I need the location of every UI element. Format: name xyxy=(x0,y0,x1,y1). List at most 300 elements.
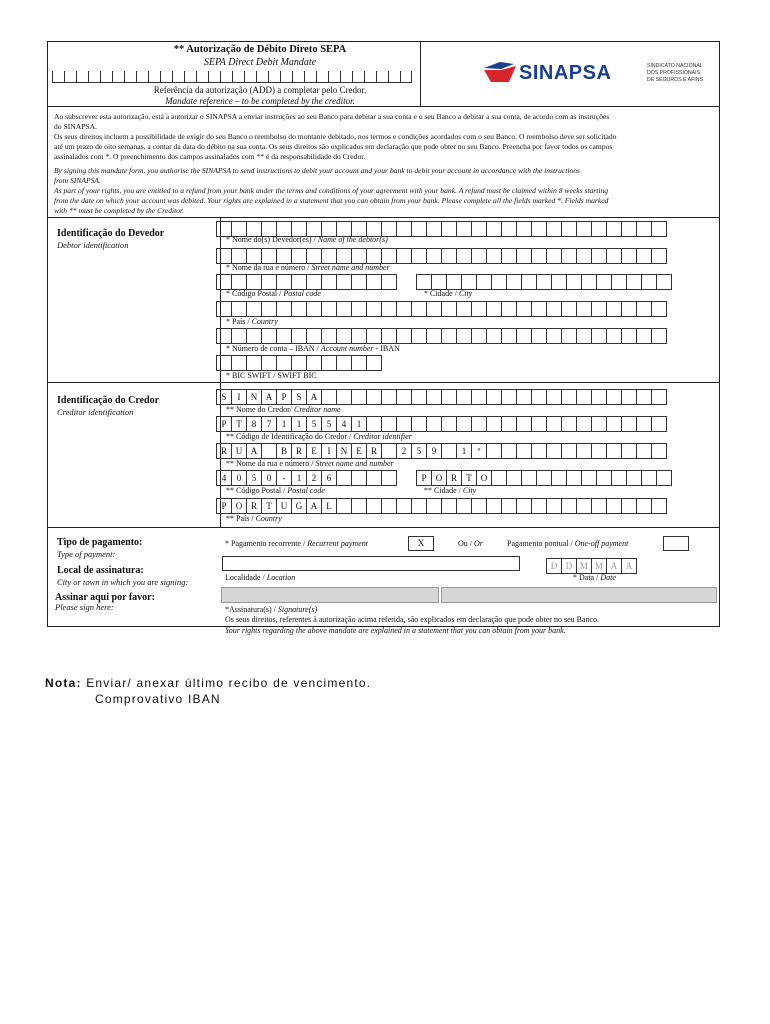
char-cell[interactable] xyxy=(426,221,442,237)
char-cell[interactable] xyxy=(366,498,382,514)
char-cell[interactable] xyxy=(471,498,487,514)
char-cell[interactable] xyxy=(381,274,397,290)
char-cell[interactable] xyxy=(651,301,667,317)
char-cell[interactable] xyxy=(456,389,472,405)
char-cell[interactable] xyxy=(531,389,547,405)
char-cell[interactable] xyxy=(381,328,397,344)
char-cell[interactable] xyxy=(246,301,262,317)
char-cell[interactable] xyxy=(486,389,502,405)
char-cell[interactable] xyxy=(551,274,567,290)
char-cell[interactable] xyxy=(276,301,292,317)
char-cell[interactable]: A xyxy=(306,389,322,405)
char-cell[interactable] xyxy=(321,355,337,371)
char-cell[interactable] xyxy=(321,389,337,405)
char-cell[interactable]: O xyxy=(431,470,447,486)
char-cell[interactable] xyxy=(641,274,657,290)
char-cell[interactable] xyxy=(456,301,472,317)
char-cell[interactable] xyxy=(441,328,457,344)
char-cell[interactable] xyxy=(621,221,637,237)
char-cell[interactable] xyxy=(651,443,667,459)
char-cell[interactable] xyxy=(291,248,307,264)
char-cell[interactable]: R xyxy=(366,443,382,459)
char-cell[interactable]: 5 xyxy=(411,443,427,459)
char-cell[interactable] xyxy=(576,248,592,264)
char-cell[interactable] xyxy=(561,498,577,514)
char-cell[interactable] xyxy=(486,248,502,264)
char-cell[interactable] xyxy=(471,416,487,432)
recurrent-payment-checkbox[interactable]: X xyxy=(408,536,434,551)
char-cell[interactable] xyxy=(591,443,607,459)
char-cell[interactable] xyxy=(591,389,607,405)
char-cell[interactable]: - xyxy=(276,470,292,486)
char-cell[interactable] xyxy=(246,355,262,371)
char-cell[interactable]: E xyxy=(351,443,367,459)
char-cell[interactable] xyxy=(261,248,277,264)
char-cell[interactable]: D xyxy=(546,558,562,574)
char-cell[interactable] xyxy=(396,416,412,432)
char-cell[interactable] xyxy=(261,328,277,344)
char-cell[interactable] xyxy=(366,248,382,264)
char-cell[interactable] xyxy=(636,443,652,459)
char-cell[interactable] xyxy=(306,355,322,371)
char-cell[interactable] xyxy=(446,274,462,290)
char-cell[interactable] xyxy=(531,443,547,459)
char-cell[interactable] xyxy=(321,248,337,264)
char-cell[interactable] xyxy=(636,221,652,237)
char-cell[interactable] xyxy=(516,443,532,459)
char-cell[interactable]: I xyxy=(321,443,337,459)
char-cell[interactable] xyxy=(471,389,487,405)
char-cell[interactable]: º xyxy=(471,443,487,459)
char-cell[interactable] xyxy=(426,389,442,405)
char-cell[interactable] xyxy=(531,328,547,344)
char-cell[interactable] xyxy=(641,470,657,486)
char-cell[interactable] xyxy=(381,470,397,486)
char-cell[interactable] xyxy=(426,498,442,514)
char-cell[interactable]: S xyxy=(291,389,307,405)
char-cell[interactable] xyxy=(516,248,532,264)
char-cell[interactable] xyxy=(366,416,382,432)
char-cell[interactable] xyxy=(651,328,667,344)
char-cell[interactable] xyxy=(411,498,427,514)
char-cell[interactable] xyxy=(336,470,352,486)
char-cell[interactable] xyxy=(351,355,367,371)
char-cell[interactable]: T xyxy=(261,498,277,514)
char-cell[interactable] xyxy=(366,470,382,486)
char-cell[interactable] xyxy=(381,416,397,432)
char-cell[interactable]: 7 xyxy=(261,416,277,432)
char-cell[interactable] xyxy=(351,248,367,264)
char-cell[interactable] xyxy=(651,416,667,432)
char-cell[interactable]: O xyxy=(476,470,492,486)
debtor-bic-field[interactable] xyxy=(216,355,382,371)
char-cell[interactable] xyxy=(576,389,592,405)
char-cell[interactable] xyxy=(291,328,307,344)
char-cell[interactable]: 1 xyxy=(351,416,367,432)
char-cell[interactable] xyxy=(546,416,562,432)
char-cell[interactable] xyxy=(621,328,637,344)
char-cell[interactable] xyxy=(621,416,637,432)
char-cell[interactable]: A xyxy=(306,498,322,514)
char-cell[interactable]: P xyxy=(216,416,232,432)
char-cell[interactable]: T xyxy=(461,470,477,486)
char-cell[interactable] xyxy=(441,389,457,405)
char-cell[interactable] xyxy=(576,498,592,514)
char-cell[interactable] xyxy=(321,274,337,290)
debtor-street-field[interactable] xyxy=(216,248,667,264)
char-cell[interactable] xyxy=(636,328,652,344)
char-cell[interactable]: R xyxy=(246,498,262,514)
char-cell[interactable] xyxy=(231,328,247,344)
char-cell[interactable] xyxy=(336,355,352,371)
char-cell[interactable] xyxy=(516,301,532,317)
char-cell[interactable] xyxy=(636,416,652,432)
signature-box-1[interactable] xyxy=(221,587,439,603)
char-cell[interactable]: N xyxy=(246,389,262,405)
char-cell[interactable] xyxy=(596,470,612,486)
char-cell[interactable] xyxy=(216,355,232,371)
char-cell[interactable] xyxy=(576,221,592,237)
char-cell[interactable] xyxy=(396,328,412,344)
char-cell[interactable] xyxy=(441,443,457,459)
char-cell[interactable]: T xyxy=(231,416,247,432)
char-cell[interactable] xyxy=(431,274,447,290)
char-cell[interactable] xyxy=(396,389,412,405)
char-cell[interactable] xyxy=(416,274,432,290)
char-cell[interactable] xyxy=(306,301,322,317)
char-cell[interactable] xyxy=(621,498,637,514)
char-cell[interactable]: M xyxy=(591,558,607,574)
char-cell[interactable] xyxy=(321,328,337,344)
char-cell[interactable]: 9 xyxy=(426,443,442,459)
char-cell[interactable] xyxy=(456,248,472,264)
char-cell[interactable] xyxy=(366,274,382,290)
char-cell[interactable] xyxy=(351,328,367,344)
char-cell[interactable] xyxy=(381,248,397,264)
char-cell[interactable]: O xyxy=(231,498,247,514)
char-cell[interactable] xyxy=(381,389,397,405)
char-cell[interactable]: 8 xyxy=(246,416,262,432)
char-cell[interactable] xyxy=(516,498,532,514)
char-cell[interactable] xyxy=(566,470,582,486)
char-cell[interactable] xyxy=(231,248,247,264)
char-cell[interactable]: 6 xyxy=(321,470,337,486)
char-cell[interactable]: E xyxy=(306,443,322,459)
char-cell[interactable] xyxy=(396,248,412,264)
debtor-postal-field[interactable] xyxy=(216,274,397,290)
char-cell[interactable] xyxy=(561,443,577,459)
char-cell[interactable] xyxy=(591,328,607,344)
char-cell[interactable]: P xyxy=(216,498,232,514)
char-cell[interactable]: 1 xyxy=(456,443,472,459)
char-cell[interactable] xyxy=(336,248,352,264)
char-cell[interactable] xyxy=(536,470,552,486)
char-cell[interactable] xyxy=(521,274,537,290)
char-cell[interactable] xyxy=(336,389,352,405)
char-cell[interactable] xyxy=(426,301,442,317)
char-cell[interactable] xyxy=(636,389,652,405)
char-cell[interactable] xyxy=(546,498,562,514)
char-cell[interactable] xyxy=(516,416,532,432)
debtor-city-field[interactable] xyxy=(416,274,672,290)
char-cell[interactable] xyxy=(531,248,547,264)
char-cell[interactable] xyxy=(216,274,232,290)
char-cell[interactable] xyxy=(441,416,457,432)
char-cell[interactable] xyxy=(561,248,577,264)
char-cell[interactable] xyxy=(516,221,532,237)
char-cell[interactable]: 2 xyxy=(306,470,322,486)
char-cell[interactable] xyxy=(596,274,612,290)
char-cell[interactable] xyxy=(501,443,517,459)
char-cell[interactable] xyxy=(441,248,457,264)
char-cell[interactable] xyxy=(561,389,577,405)
char-cell[interactable]: R xyxy=(446,470,462,486)
char-cell[interactable] xyxy=(246,328,262,344)
signing-date-field[interactable] xyxy=(546,558,637,574)
char-cell[interactable] xyxy=(651,498,667,514)
char-cell[interactable] xyxy=(276,328,292,344)
char-cell[interactable]: U xyxy=(231,443,247,459)
char-cell[interactable] xyxy=(621,389,637,405)
char-cell[interactable] xyxy=(246,248,262,264)
char-cell[interactable] xyxy=(576,443,592,459)
char-cell[interactable] xyxy=(476,274,492,290)
char-cell[interactable] xyxy=(656,274,672,290)
char-cell[interactable] xyxy=(261,301,277,317)
char-cell[interactable] xyxy=(276,248,292,264)
char-cell[interactable] xyxy=(591,221,607,237)
char-cell[interactable] xyxy=(626,274,642,290)
char-cell[interactable] xyxy=(351,470,367,486)
char-cell[interactable]: 4 xyxy=(336,416,352,432)
char-cell[interactable] xyxy=(531,301,547,317)
char-cell[interactable]: M xyxy=(576,558,592,574)
char-cell[interactable] xyxy=(606,248,622,264)
char-cell[interactable] xyxy=(396,221,412,237)
char-cell[interactable] xyxy=(216,248,232,264)
char-cell[interactable] xyxy=(366,355,382,371)
char-cell[interactable] xyxy=(636,248,652,264)
char-cell[interactable] xyxy=(591,248,607,264)
char-cell[interactable] xyxy=(626,470,642,486)
char-cell[interactable] xyxy=(231,301,247,317)
char-cell[interactable] xyxy=(366,328,382,344)
char-cell[interactable] xyxy=(501,301,517,317)
char-cell[interactable] xyxy=(276,355,292,371)
char-cell[interactable] xyxy=(336,301,352,317)
char-cell[interactable] xyxy=(351,274,367,290)
char-cell[interactable] xyxy=(441,498,457,514)
char-cell[interactable]: A xyxy=(261,389,277,405)
char-cell[interactable] xyxy=(351,389,367,405)
char-cell[interactable] xyxy=(321,301,337,317)
char-cell[interactable]: G xyxy=(291,498,307,514)
char-cell[interactable] xyxy=(441,301,457,317)
char-cell[interactable] xyxy=(606,328,622,344)
char-cell[interactable]: 0 xyxy=(261,470,277,486)
char-cell[interactable] xyxy=(591,301,607,317)
char-cell[interactable] xyxy=(491,274,507,290)
char-cell[interactable] xyxy=(531,416,547,432)
char-cell[interactable] xyxy=(216,328,232,344)
char-cell[interactable] xyxy=(471,328,487,344)
char-cell[interactable] xyxy=(461,274,477,290)
char-cell[interactable] xyxy=(261,443,277,459)
char-cell[interactable] xyxy=(501,248,517,264)
char-cell[interactable] xyxy=(486,416,502,432)
char-cell[interactable]: A xyxy=(621,558,637,574)
char-cell[interactable] xyxy=(426,328,442,344)
char-cell[interactable] xyxy=(261,274,277,290)
char-cell[interactable] xyxy=(231,274,247,290)
char-cell[interactable] xyxy=(651,221,667,237)
char-cell[interactable] xyxy=(291,274,307,290)
char-cell[interactable] xyxy=(381,498,397,514)
char-cell[interactable] xyxy=(621,301,637,317)
char-cell[interactable]: 1 xyxy=(276,416,292,432)
char-cell[interactable] xyxy=(381,443,397,459)
char-cell[interactable] xyxy=(471,221,487,237)
char-cell[interactable] xyxy=(381,301,397,317)
char-cell[interactable] xyxy=(606,498,622,514)
char-cell[interactable]: 2 xyxy=(396,443,412,459)
char-cell[interactable] xyxy=(606,416,622,432)
char-cell[interactable]: P xyxy=(416,470,432,486)
char-cell[interactable] xyxy=(396,498,412,514)
char-cell[interactable] xyxy=(456,416,472,432)
char-cell[interactable] xyxy=(546,221,562,237)
char-cell[interactable] xyxy=(351,498,367,514)
char-cell[interactable] xyxy=(611,274,627,290)
char-cell[interactable] xyxy=(501,389,517,405)
char-cell[interactable] xyxy=(411,248,427,264)
char-cell[interactable]: A xyxy=(606,558,622,574)
char-cell[interactable] xyxy=(456,498,472,514)
char-cell[interactable] xyxy=(521,470,537,486)
debtor-country-field[interactable] xyxy=(216,301,667,317)
char-cell[interactable] xyxy=(531,221,547,237)
char-cell[interactable] xyxy=(351,301,367,317)
char-cell[interactable] xyxy=(536,274,552,290)
char-cell[interactable]: D xyxy=(561,558,577,574)
char-cell[interactable] xyxy=(486,443,502,459)
char-cell[interactable] xyxy=(216,301,232,317)
char-cell[interactable] xyxy=(441,221,457,237)
char-cell[interactable]: L xyxy=(321,498,337,514)
char-cell[interactable] xyxy=(551,470,567,486)
char-cell[interactable] xyxy=(546,248,562,264)
char-cell[interactable] xyxy=(546,301,562,317)
char-cell[interactable] xyxy=(516,389,532,405)
char-cell[interactable] xyxy=(546,443,562,459)
char-cell[interactable] xyxy=(606,443,622,459)
char-cell[interactable] xyxy=(576,328,592,344)
char-cell[interactable] xyxy=(336,274,352,290)
char-cell[interactable] xyxy=(366,301,382,317)
char-cell[interactable] xyxy=(336,498,352,514)
char-cell[interactable] xyxy=(411,389,427,405)
debtor-iban-field[interactable] xyxy=(216,328,667,344)
char-cell[interactable] xyxy=(486,301,502,317)
char-cell[interactable]: 1 xyxy=(291,470,307,486)
char-cell[interactable]: 0 xyxy=(231,470,247,486)
char-cell[interactable]: 4 xyxy=(216,470,232,486)
char-cell[interactable]: R xyxy=(216,443,232,459)
char-cell[interactable] xyxy=(531,498,547,514)
char-cell[interactable] xyxy=(246,274,262,290)
char-cell[interactable] xyxy=(291,301,307,317)
char-cell[interactable] xyxy=(561,301,577,317)
char-cell[interactable] xyxy=(561,416,577,432)
char-cell[interactable] xyxy=(566,274,582,290)
char-cell[interactable] xyxy=(591,416,607,432)
char-cell[interactable] xyxy=(581,274,597,290)
char-cell[interactable] xyxy=(456,221,472,237)
char-cell[interactable]: B xyxy=(276,443,292,459)
char-cell[interactable] xyxy=(306,248,322,264)
char-cell[interactable]: S xyxy=(216,389,232,405)
char-cell[interactable] xyxy=(561,328,577,344)
char-cell[interactable] xyxy=(396,301,412,317)
char-cell[interactable] xyxy=(656,470,672,486)
char-cell[interactable] xyxy=(276,274,292,290)
char-cell[interactable] xyxy=(486,498,502,514)
char-cell[interactable] xyxy=(576,301,592,317)
char-cell[interactable] xyxy=(491,470,507,486)
char-cell[interactable] xyxy=(636,301,652,317)
char-cell[interactable] xyxy=(426,248,442,264)
char-cell[interactable] xyxy=(506,470,522,486)
char-cell[interactable] xyxy=(636,498,652,514)
char-cell[interactable] xyxy=(606,389,622,405)
oneoff-payment-checkbox[interactable] xyxy=(663,536,689,551)
char-cell[interactable] xyxy=(606,221,622,237)
char-cell[interactable] xyxy=(651,389,667,405)
char-cell[interactable]: 5 xyxy=(321,416,337,432)
mandate-reference-field[interactable] xyxy=(52,71,412,83)
char-cell[interactable] xyxy=(591,498,607,514)
char-cell[interactable] xyxy=(516,328,532,344)
char-cell[interactable]: I xyxy=(231,389,247,405)
char-cell[interactable] xyxy=(501,328,517,344)
char-cell[interactable] xyxy=(576,416,592,432)
char-cell[interactable] xyxy=(471,301,487,317)
char-cell[interactable] xyxy=(621,443,637,459)
char-cell[interactable] xyxy=(561,221,577,237)
char-cell[interactable] xyxy=(306,328,322,344)
char-cell[interactable] xyxy=(506,274,522,290)
char-cell[interactable]: 1 xyxy=(291,416,307,432)
char-cell[interactable] xyxy=(486,221,502,237)
char-cell[interactable] xyxy=(486,328,502,344)
char-cell[interactable] xyxy=(366,389,382,405)
char-cell[interactable] xyxy=(651,248,667,264)
char-cell[interactable] xyxy=(471,248,487,264)
char-cell[interactable] xyxy=(501,498,517,514)
char-cell[interactable] xyxy=(501,221,517,237)
char-cell[interactable]: U xyxy=(276,498,292,514)
char-cell[interactable]: 5 xyxy=(306,416,322,432)
char-cell[interactable] xyxy=(456,328,472,344)
char-cell[interactable] xyxy=(291,355,307,371)
signature-box-2[interactable] xyxy=(441,587,717,603)
char-cell[interactable] xyxy=(306,274,322,290)
char-cell[interactable] xyxy=(546,328,562,344)
char-cell[interactable] xyxy=(231,355,247,371)
char-cell[interactable]: R xyxy=(291,443,307,459)
char-cell[interactable] xyxy=(411,328,427,344)
char-cell[interactable] xyxy=(606,301,622,317)
